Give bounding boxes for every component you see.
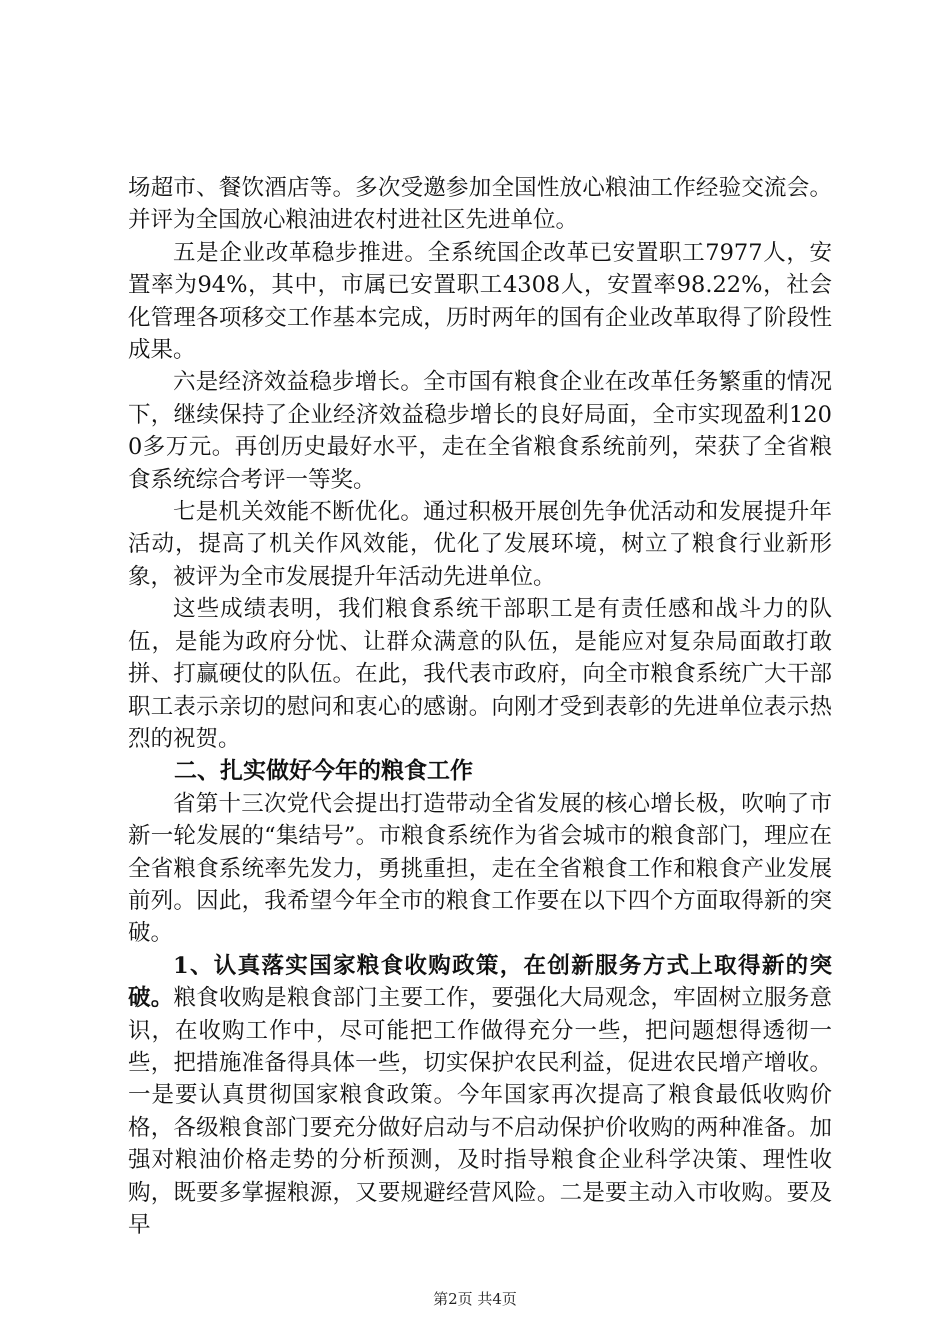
paragraph-agency-efficiency: 七是机关效能不断优化。通过积极开展创先争优活动和发展提升年活动，提高了机关作风效能，优化了发展环境，树立了粮食行业新形象，被评为全市发展提升年活动先进单位。 — [128, 499, 832, 590]
paragraph-continuation: 场超市、餐饮酒店等。多次受邀参加全国性放心粮油工作经验交流会。并评为全国放心粮油进农村进社区先进单位。 — [128, 175, 832, 234]
paragraph-enterprise-reform: 五是企业改革稳步推进。全系统国企改革已安置职工7977人，安置率为94%，其中，市属已安置职工4308人，安置率98.22%，社会化管理各项移交工作基本完成，历时两年的国有企业改革取得了阶段性成果。 — [128, 239, 832, 364]
paragraph-grain-purchase-policy — [128, 950, 832, 1242]
document-body — [128, 172, 832, 1241]
paragraph-section-intro: 省第十三次党代会提出打造带动全省发展的核心增长极，吹响了市新一轮发展的“集结号”。市粮食系统作为省会城市的粮食部门，理应在全省粮食系统率先发力，勇挑重担，走在全省粮食工作和粮食产业发展前列。因此，我希望今年全市的粮食工作要在以下四个方面取得新的突破。 — [128, 790, 832, 947]
paragraph-achievements-summary: 这些成绩表明，我们粮食系统干部职工是有责任感和战斗力的队伍，是能为政府分忧、让群众满意的队伍，是能应对复杂局面敢打敢拼、打赢硬仗的队伍。在此，我代表市政府，向全市粮食系统广大干部职工表示亲切的慰问和衷心的感谢。向刚才受到表彰的先进单位表示热烈的祝贺。 — [128, 596, 832, 752]
section-heading-2: 二、扎实做好今年的粮食工作 — [174, 757, 473, 785]
page-footer: 第2页 共4页 — [433, 1290, 517, 1308]
paragraph-grain-purchase-text: 粮食收购是粮食部门主要工作，要强化大局观念，牢固树立服务意识，在收购工作中，尽可能把工作做得充分一些，把问题想得透彻一些，把措施准备得具体一些，切实保护农民利益，促进农民增产增收。一是要认真贯彻国家粮食政策。今年国家再次提高了粮食最低收购价格，各级粮食部门要充分做好启动与不启动保护价收购的两种准备。加强对粮油价格走势的分析预测，及时指导粮食企业科学决策、理性收购，既要多掌握粮源，又要规避经营风险。二是要主动入市收购。要及早 — [128, 985, 832, 1238]
subheading-grain-purchase: 1、认真落实国家粮食收购政策，在创新服务方式上取得新的突破。 — [128, 952, 832, 1012]
paragraph-economic-benefits: 六是经济效益稳步增长。全市国有粮食企业在改革任务繁重的情况下，继续保持了企业经济效益稳步增长的良好局面，全市实现盈利1200多万元。再创历史最好水平，走在全省粮食系统前列，荣获了全省粮食系统综合考评一等奖。 — [128, 369, 832, 493]
